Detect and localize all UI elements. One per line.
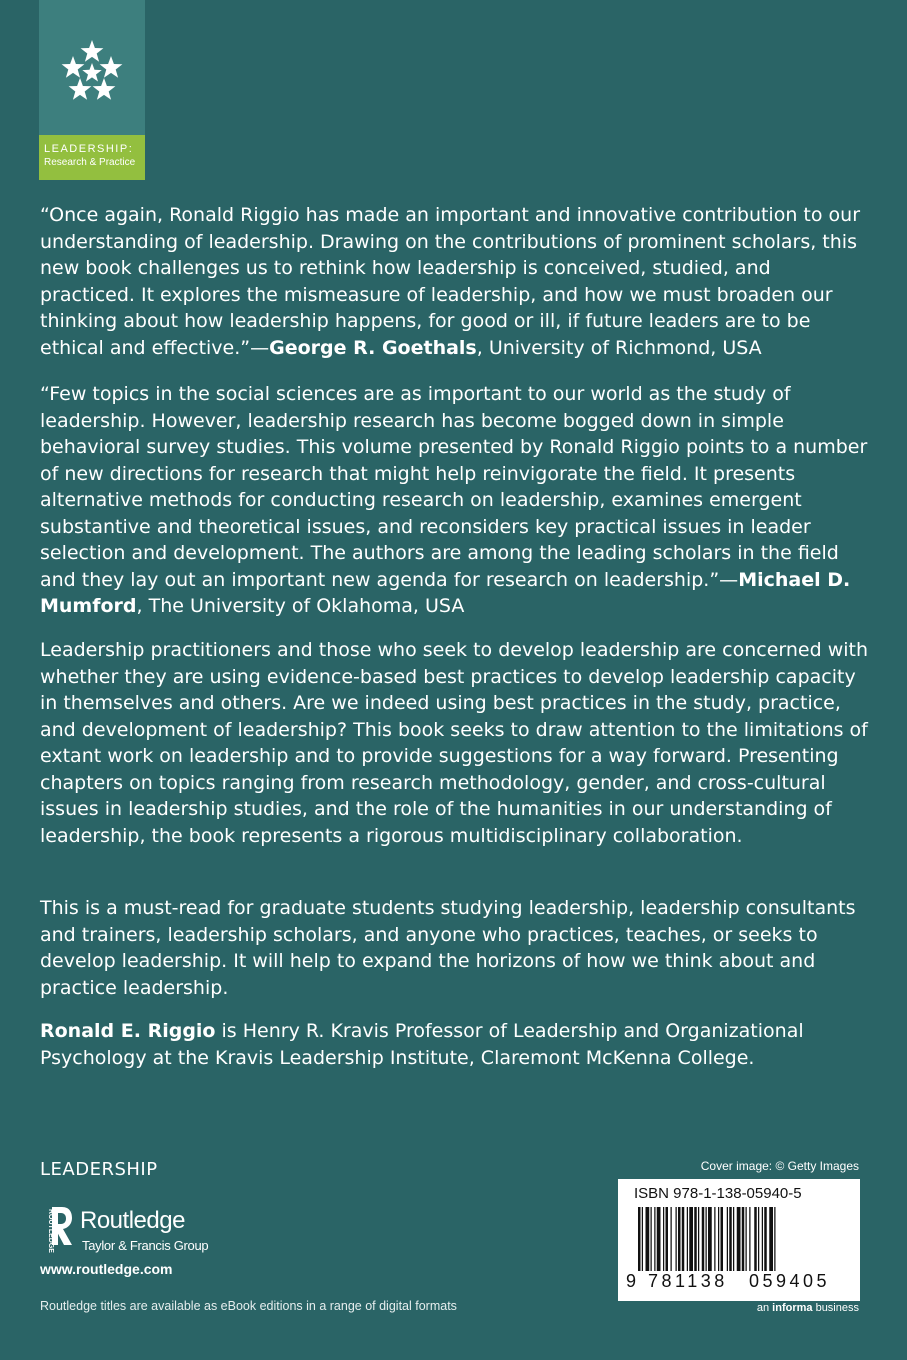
audience-text: This is a must-read for graduate students studying leadership, leadership consultants and trainers, leadership scholars, and anyone who practices, teaches, or seeks to develop leadership. It will help to expand the horizons of how we think about and practice leadership. <box>40 897 856 999</box>
star-cluster-icon <box>39 0 145 135</box>
endorsement-mumford <box>40 381 870 620</box>
barcode-digits-right: 059405 <box>749 1271 831 1291</box>
barcode-bar <box>694 1207 697 1271</box>
barcode <box>630 1207 850 1275</box>
barcode-bar <box>676 1207 677 1271</box>
barcode-bar <box>762 1207 763 1271</box>
isbn-barcode-box <box>618 1179 860 1301</box>
endorsement-goethals <box>40 202 870 361</box>
barcode-bar <box>764 1207 767 1271</box>
barcode-bar <box>682 1207 685 1271</box>
barcode-bar <box>714 1207 715 1271</box>
barcode-bar <box>749 1207 750 1271</box>
subject-category: LEADERSHIP <box>40 1159 158 1180</box>
endorser-name: George R. Goethals <box>269 336 477 359</box>
routledge-vertical-text: ROUTLEDGE <box>47 1209 54 1253</box>
author-bio <box>40 1018 870 1071</box>
barcode-bar <box>698 1207 699 1271</box>
description-text: Leadership practitioners and those who seek to develop leadership are concerned with whether they are using evidence-based best practices to develop leadership capacity in themselves and others. Are we indeed using best practices in the study, practice, and development of leadership? This book seeks to draw attention to the limitations of extant work on leadership and to provide suggestions for a way forward. Presenting chapters on topics ranging from research methodology, gender, and cross-cultural issues in leadership studies, and the role of the humanities in our understanding of leadership, the book represents a rigorous multidisciplinary collaboration. <box>40 639 869 847</box>
barcode-bar <box>702 1207 705 1271</box>
barcode-bar <box>638 1207 641 1271</box>
barcode-bar <box>737 1207 741 1271</box>
barcode-bar <box>689 1207 693 1271</box>
informa-brand: informa <box>772 1302 813 1314</box>
barcode-bar <box>678 1207 681 1271</box>
stars-emblem <box>39 0 145 135</box>
barcode-bar <box>663 1207 664 1271</box>
barcode-bar <box>758 1207 759 1271</box>
barcode-bar <box>729 1207 732 1271</box>
barcode-bar <box>666 1207 669 1271</box>
author-bio-text: is Henry R. Kravis Professor of Leadership and Organizational Psychology at the Kravis Leadership Institute, Claremont McKenna College. <box>40 1020 804 1069</box>
informa-credit: an informa business <box>756 1302 859 1314</box>
ebook-note: Routledge titles are available as eBook editions in a range of digital formats <box>40 1299 457 1313</box>
publisher-group: Taylor & Francis Group <box>82 1238 209 1253</box>
barcode-bar <box>727 1207 728 1271</box>
endorsement-text: “Once again, Ronald Riggio has made an important and innovative contribution to our understanding of leadership. Drawing on the contributions of prominent scholars, this new book challenges us to rethink how leadership is conceived, studied, and practiced. It explores the mismeasure of leadership, and how we must broaden our thinking about how leadership happens, for good or ill, if future leaders are to be ethical and effective.”— <box>40 204 861 359</box>
barcode-bar <box>671 1207 672 1271</box>
series-badge <box>39 0 145 180</box>
endorsement-text: “Few topics in the social sciences are as important to our world as the study of leadership. However, leadership research has become bogged down in simple behavioral survey studies. This volume presented by Ronald Riggio points to a number of new directions for research that might help reinvigorate the field. It presents alternative methods for conducting research on leadership, examines emergent substantive and theoretical issues, and reconsiders key practical issues in leader selection and development. The authors are among the leading scholars in the field and they lay out an important new agenda for research on leadership.”— <box>40 383 868 591</box>
barcode-bar <box>657 1207 661 1271</box>
publisher-logo <box>40 1205 260 1257</box>
barcode-bar <box>708 1207 712 1271</box>
barcode-bar <box>733 1207 734 1271</box>
book-description <box>40 637 870 849</box>
barcode-bar <box>754 1207 757 1271</box>
series-label <box>39 135 145 180</box>
endorser-affiliation: , University of Richmond, USA <box>476 336 762 359</box>
audience-paragraph <box>40 895 870 1001</box>
cover-credit: Cover image: © Getty Images <box>700 1159 859 1173</box>
barcode-digits-left: 781138 <box>648 1271 728 1291</box>
routledge-r-icon <box>40 1205 74 1257</box>
author-name: Ronald E. Riggio <box>40 1020 216 1042</box>
barcode-bar <box>646 1207 650 1271</box>
endorser-name: Michael D. Mumford <box>40 568 851 617</box>
barcode-bar <box>718 1207 719 1271</box>
barcode-digit-prefix: 9 <box>626 1271 637 1291</box>
isbn-label: ISBN 978-1-138-05940-5 <box>634 1185 802 1202</box>
series-label-line2: Research & Practice <box>44 157 136 168</box>
barcode-bar <box>706 1207 707 1271</box>
endorser-affiliation: , The University of Oklahoma, USA <box>136 595 465 617</box>
barcode-bar <box>651 1207 652 1271</box>
publisher-website[interactable]: www.routledge.com <box>40 1261 173 1277</box>
barcode-bar <box>654 1207 655 1271</box>
barcode-bar <box>721 1207 724 1271</box>
publisher-name: Routledge <box>80 1207 185 1234</box>
series-label-line1: LEADERSHIP: <box>44 143 134 155</box>
barcode-bar <box>769 1207 773 1271</box>
barcode-bar <box>746 1207 747 1271</box>
barcode-bar <box>687 1207 688 1271</box>
barcode-bar <box>774 1207 775 1271</box>
barcode-bar <box>642 1207 643 1271</box>
barcode-bar <box>742 1207 745 1271</box>
